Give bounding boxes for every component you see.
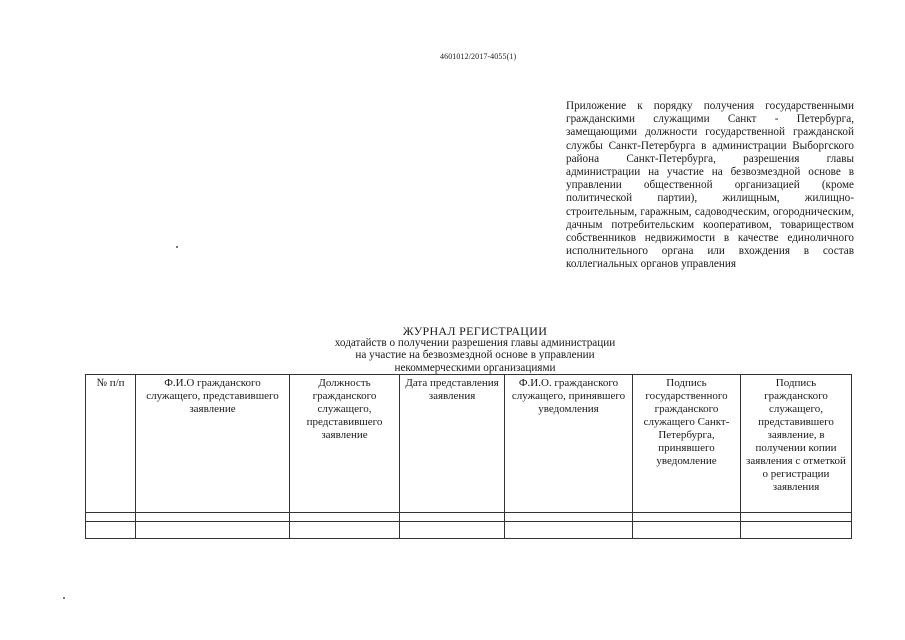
- table-header-row: [86, 375, 852, 513]
- column-header-submission-date: Дата представления заявления: [400, 375, 505, 513]
- table-cell: [505, 522, 633, 539]
- table-cell: [86, 522, 136, 539]
- journal-subtitle-line: на участие на безвозмездной основе в управлении: [355, 349, 595, 362]
- column-header-receiver-name: Ф.И.О. гражданского служащего, принявшего уведомления: [505, 375, 633, 513]
- column-header-applicant-position: Должность гражданского служащего, представившего заявление: [290, 375, 400, 513]
- journal-title: ЖУРНАЛ РЕГИСТРАЦИИ: [402, 324, 548, 338]
- column-header-applicant-signature: Подпись гражданского служащего, представившего заявление, в получении копии заявления с отметкой о регистрации заявления: [741, 375, 852, 513]
- table-cell: [86, 513, 136, 522]
- column-header-number: № п/п: [86, 375, 136, 513]
- journal-subtitle-line: некоммерческими организациями: [394, 361, 556, 374]
- journal-subtitle: [260, 337, 690, 374]
- table-cell: [741, 522, 852, 539]
- scan-speck: [176, 246, 178, 248]
- scan-speck: [63, 597, 65, 599]
- document-number: 4601012/2017-4055(1): [440, 52, 517, 61]
- column-header-receiver-signature: Подпись государственного гражданского служащего Санкт-Петербурга, принявшего уведомление: [633, 375, 741, 513]
- table-cell: [741, 513, 852, 522]
- table-cell: [136, 513, 290, 522]
- appendix-text: Приложение к порядку получения государственными гражданскими служащими Санкт - Петербурга, замещающими должности государственной гражданской службы Санкт-Петербурга в администрации Выборгского района Санкт-Петербурга, разрешения главы администрации на участие на безвозмездной основе в управлении общественной организацией (кроме политической партии), жилищным, жилищно-строительным, гаражным, садоводческим, огородническим, дачным потребительским кооперативом, товариществом собственников недвижимости в качестве единоличного исполнительного органа или вхождения в состав коллегиальных органов управления: [566, 100, 854, 271]
- table-cell: [633, 513, 741, 522]
- table-cell: [505, 513, 633, 522]
- journal-subtitle-line: ходатайств о получении разрешения главы администрации: [334, 337, 616, 349]
- table-row: [86, 513, 852, 522]
- registration-table: [85, 374, 852, 539]
- table-cell: [633, 522, 741, 539]
- table-cell: [136, 522, 290, 539]
- column-header-applicant-name: Ф.И.О гражданского служащего, представившего заявление: [136, 375, 290, 513]
- table-cell: [290, 522, 400, 539]
- table-cell: [290, 513, 400, 522]
- table-cell: [400, 522, 505, 539]
- table-row: [86, 522, 852, 539]
- table-cell: [400, 513, 505, 522]
